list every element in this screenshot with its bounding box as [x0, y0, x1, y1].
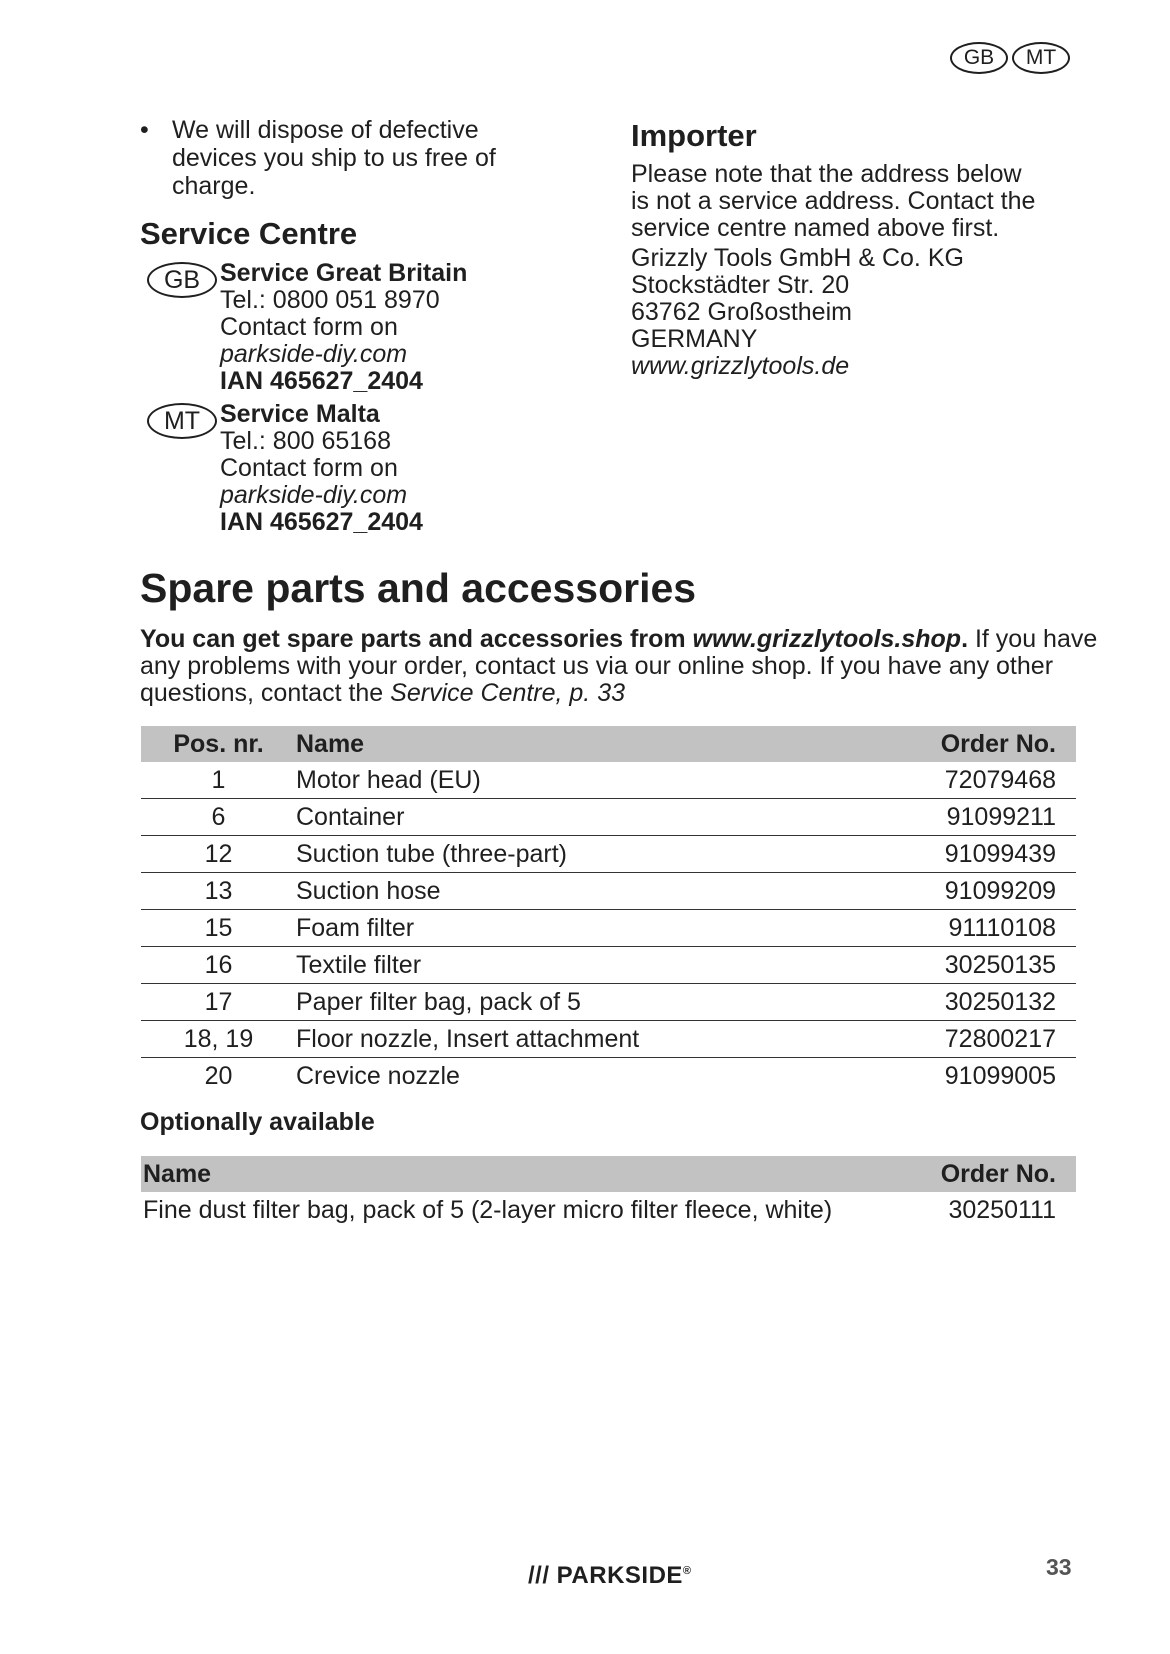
name-cell: Fine dust filter bag, pack of 5 (2-layer micro filter fleece, white)	[143, 1195, 833, 1224]
service-centre-heading: Service Centre	[140, 216, 358, 251]
name-cell: Crevice nozzle	[296, 1061, 460, 1090]
col-order-header: Order No.	[876, 726, 1076, 762]
bullet-line: charge.	[172, 172, 256, 200]
importer-note	[631, 161, 1091, 242]
shop-link[interactable]: www.grizzlytools.shop	[692, 625, 962, 653]
table-header-row	[141, 1156, 1076, 1192]
service-contact: Contact form on	[220, 454, 398, 482]
table-row	[141, 873, 1076, 910]
gb-badge: GB	[147, 262, 217, 298]
table-row	[141, 947, 1076, 984]
table-row	[141, 1058, 1076, 1095]
pos-cell: 16	[141, 947, 296, 984]
order-cell: 72079468	[876, 762, 1076, 799]
intro-bold-end: .	[961, 625, 969, 653]
order-cell: 30250132	[876, 984, 1076, 1021]
lang-badge-mt: MT	[1012, 42, 1070, 74]
registered-mark: ®	[682, 1565, 692, 1577]
name-cell: Foam filter	[296, 910, 876, 947]
spare-parts-intro	[140, 626, 1100, 707]
service-name: Service Great Britain	[220, 259, 468, 287]
optional-heading: Optionally available	[140, 1108, 375, 1136]
intro-bold: You can get spare parts and accessories from	[140, 625, 693, 653]
order-cell: 91099209	[876, 873, 1076, 910]
address-line: 63762 Großostheim	[631, 298, 852, 326]
order-cell: 91099211	[876, 799, 1076, 836]
col-pos-header: Pos. nr.	[141, 726, 296, 762]
service-centre-ref: Service Centre, p. 33	[390, 679, 626, 707]
importer-website-link[interactable]: www.grizzlytools.de	[631, 352, 850, 380]
bullet-line: We will dispose of defective	[172, 116, 479, 144]
name-cell: Suction hose	[296, 873, 876, 910]
address-line: Grizzly Tools GmbH & Co. KG	[631, 244, 964, 272]
optional-table	[141, 1156, 1076, 1228]
name-cell: Container	[296, 799, 876, 836]
page-number: 33	[1046, 1554, 1072, 1580]
pos-cell: 15	[141, 910, 296, 947]
service-tel: Tel.: 800 65168	[220, 427, 391, 455]
table-header-row	[141, 726, 1076, 762]
address-line: GERMANY	[631, 325, 758, 353]
bullet-icon: •	[140, 116, 149, 144]
table-row	[141, 1192, 1076, 1228]
mt-badge: MT	[147, 403, 217, 439]
importer-heading: Importer	[631, 118, 757, 153]
spare-parts-table	[141, 726, 1076, 1094]
name-cell: Suction tube (three-part)	[296, 836, 876, 873]
intro-rest: If you have any problems with your order, contact us via our online shop. If you have any other questions, contact the	[140, 625, 1098, 707]
order-cell: 72800217	[876, 1021, 1076, 1058]
order-cell: 91099439	[876, 836, 1076, 873]
opt-col-name-header: Name	[141, 1156, 876, 1192]
opt-col-order-header: Order No.	[876, 1156, 1076, 1192]
service-name: Service Malta	[220, 400, 380, 428]
parkside-logo	[528, 1562, 692, 1590]
pos-cell: 20	[204, 1061, 233, 1090]
note-line: is not a service address. Contact the	[631, 187, 1036, 215]
pos-cell: 18, 19	[141, 1021, 296, 1058]
table-row	[141, 1021, 1076, 1058]
order-cell: 30250135	[876, 947, 1076, 984]
name-cell: Floor nozzle, Insert attachment	[296, 1021, 876, 1058]
table-row	[141, 984, 1076, 1021]
spare-parts-heading: Spare parts and accessories	[140, 565, 697, 611]
name-cell: Textile filter	[296, 947, 876, 984]
table-row	[141, 910, 1076, 947]
order-cell: 30250111	[948, 1195, 1056, 1224]
order-cell: 91099005	[944, 1061, 1056, 1090]
note-line: Please note that the address below	[631, 160, 1022, 188]
bullet-line: devices you ship to us free of	[172, 144, 496, 172]
pos-cell: 1	[141, 762, 296, 799]
lang-badge-gb: GB	[950, 42, 1008, 74]
note-line: service centre named above first.	[631, 214, 1000, 242]
table-row	[141, 799, 1076, 836]
service-tel: Tel.: 0800 051 8970	[220, 286, 440, 314]
pos-cell: 6	[141, 799, 296, 836]
pos-cell: 13	[141, 873, 296, 910]
order-cell: 91110108	[876, 910, 1076, 947]
bullet-text	[172, 116, 496, 200]
name-cell: Motor head (EU)	[296, 762, 876, 799]
pos-cell: 17	[141, 984, 296, 1021]
service-contact: Contact form on	[220, 313, 398, 341]
logo-text: /// PARKSIDE	[528, 1562, 683, 1589]
pos-cell: 12	[141, 836, 296, 873]
disposal-bullet	[140, 116, 580, 200]
service-ian: IAN 465627_2404	[220, 508, 423, 536]
col-name-header: Name	[296, 726, 876, 762]
importer-address	[631, 245, 1091, 380]
service-ian: IAN 465627_2404	[220, 367, 423, 395]
name-cell: Paper filter bag, pack of 5	[296, 984, 876, 1021]
table-row	[141, 762, 1076, 799]
address-line: Stockstädter Str. 20	[631, 271, 850, 299]
service-site-link[interactable]: parkside-diy.com	[220, 481, 408, 509]
table-row	[141, 836, 1076, 873]
service-site-link[interactable]: parkside-diy.com	[220, 340, 408, 368]
